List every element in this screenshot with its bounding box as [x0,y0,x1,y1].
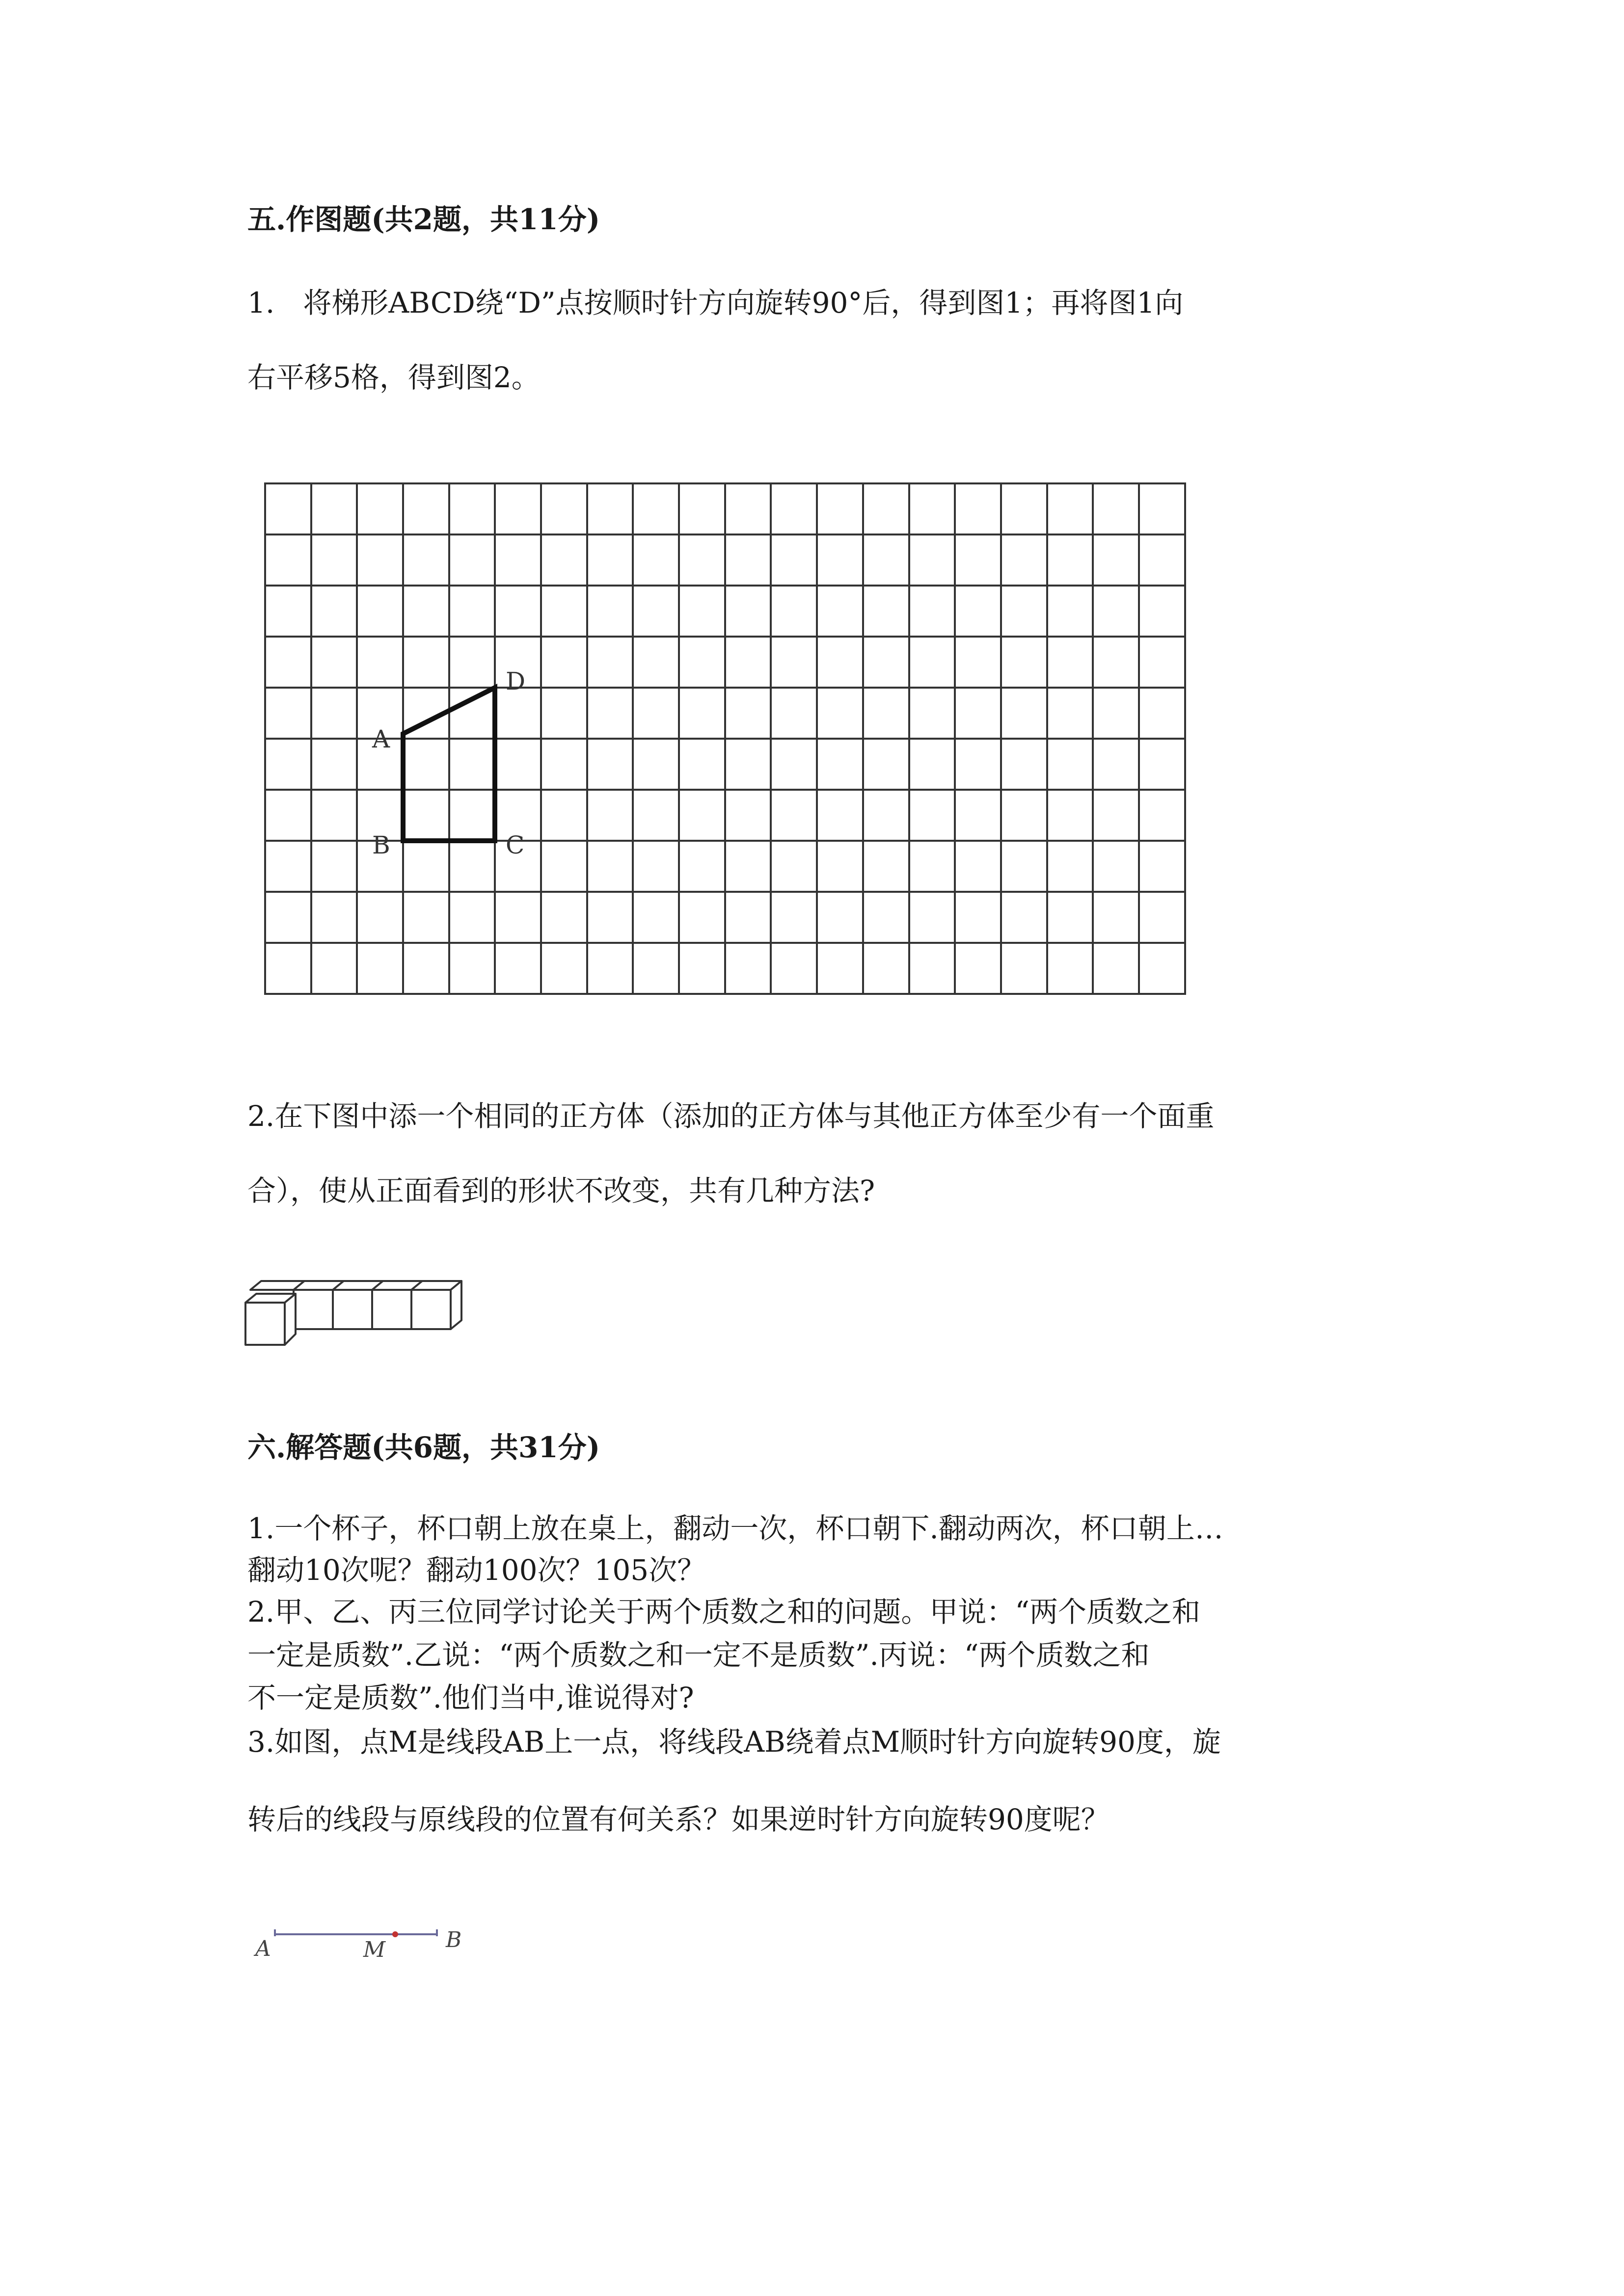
s6-question-2-line-1: 2.甲、乙、丙三位同学讨论关于两个质数之和的问题。甲说：“两个质数之和 [247,1595,1200,1629]
section-6-heading: 六.解答题(共6题，共31分) [247,1431,600,1464]
cube-front-face [245,1303,285,1345]
trapezoid-grid-figure [260,479,1193,1009]
cube-front-face [411,1290,451,1329]
question-1-text-line-2: 右平移5格，得到图2。 [247,361,540,394]
cube-front-face [372,1290,411,1329]
point-label-m: M [363,1937,386,1962]
s6-question-2-line-2: 一定是质数”.乙说：“两个质数之和一定不是质数”.丙说：“两个质数之和 [247,1638,1150,1672]
point-label-b: B [446,1927,462,1952]
s6-question-3-line-2: 转后的线段与原线段的位置有何关系？如果逆时针方向旋转90度呢？ [247,1803,1110,1836]
question-2-text-line-2: 合），使从正面看到的形状不改变，共有几种方法? [247,1174,875,1207]
vertex-label-d: D [506,667,526,695]
vertex-label-a: A [372,725,390,753]
s6-question-2-line-3: 不一定是质数”.他们当中,谁说得对? [247,1681,694,1714]
vertex-label-b: B [372,831,390,859]
point-label-a: A [255,1936,271,1961]
cube-front-face [294,1290,333,1329]
s6-question-1-line-1: 1.一个杯子，杯口朝上放在桌上，翻动一次，杯口朝下.翻动两次，杯口朝上… [247,1512,1223,1545]
cube-side-face [285,1294,296,1345]
question-1-text-line-1: 1. 将梯形ABCD绕“D”点按顺时针方向旋转90°后，得到图1；再将图1向 [247,286,1184,320]
s6-question-1-line-2: 翻动10次呢？翻动100次？105次？ [247,1553,706,1587]
vertex-label-c: C [506,831,525,859]
section-5-heading: 五.作图题(共2题，共11分) [247,203,600,236]
s6-question-3-line-1: 3.如图，点M是线段AB上一点，将线段AB绕着点M顺时针方向旋转90度，旋 [247,1725,1221,1759]
cube-front-face [333,1290,372,1329]
segment-ab-figure [245,1922,481,1971]
point-m-dot [392,1931,398,1937]
cubes-figure [241,1276,481,1355]
question-2-text-line-1: 2.在下图中添一个相同的正方体（添加的正方体与其他正方体至少有一个面重 [247,1099,1215,1133]
cube-side-face [451,1281,461,1329]
